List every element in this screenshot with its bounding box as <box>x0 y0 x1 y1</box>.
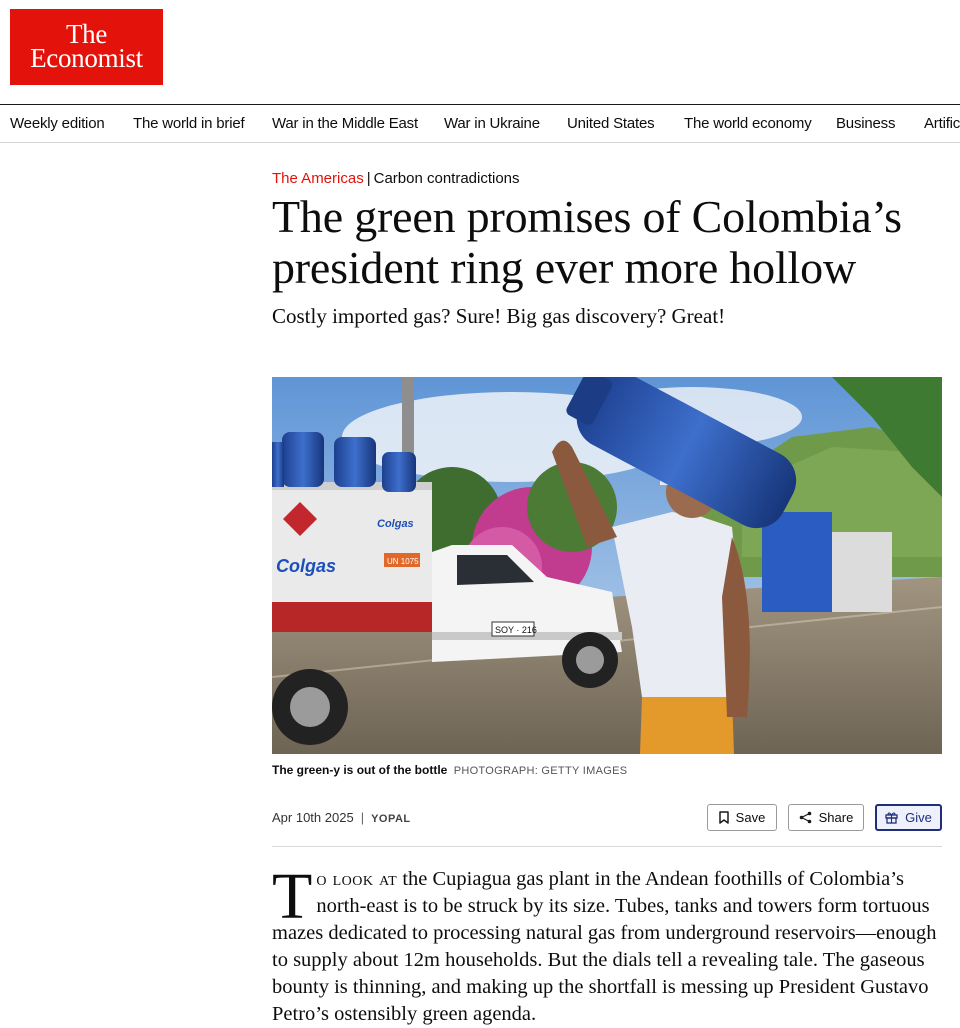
nav-world-economy[interactable]: The world economy <box>684 115 812 132</box>
give-button-label: Give <box>905 810 932 825</box>
nav-business[interactable]: Business <box>836 115 896 132</box>
masthead <box>0 0 960 104</box>
logo-line-1: The <box>65 19 108 49</box>
save-button-label: Save <box>735 810 766 825</box>
publish-date: Apr 10th 2025 <box>272 810 354 825</box>
body-lead-in: o look at <box>316 868 398 890</box>
meta-divider-rule <box>272 846 942 847</box>
share-icon <box>799 811 812 824</box>
main-navigation <box>0 104 960 143</box>
article-rubric <box>272 170 520 187</box>
photo-truck-brand: Colgas <box>276 556 337 576</box>
section-link[interactable]: The Americas <box>272 170 364 187</box>
give-button[interactable] <box>875 804 942 831</box>
gift-icon <box>885 811 898 824</box>
photo-un-code: UN 1075 <box>387 557 419 566</box>
drop-cap: T <box>272 860 313 933</box>
article-standfirst: Costly imported gas? Sure! Big gas discovery? Great! <box>272 304 726 328</box>
article-topic: Carbon contradictions <box>373 170 520 187</box>
rubric-separator: | <box>366 170 371 187</box>
dateline: YOPAL <box>371 813 411 825</box>
share-button[interactable] <box>788 804 864 831</box>
nav-world-in-brief[interactable]: The world in brief <box>133 115 245 132</box>
article-meta <box>272 810 411 825</box>
photo-credit: PHOTOGRAPH: GETTY IMAGES <box>453 765 628 777</box>
headline-line-2: president ring ever more hollow <box>272 242 856 293</box>
share-button-label: Share <box>818 810 854 825</box>
article-photo <box>272 377 942 754</box>
article-body-paragraph <box>272 860 942 1028</box>
article-headline <box>272 191 942 293</box>
headline-line-1: The green promises of Colombia’s <box>272 191 902 242</box>
bookmark-icon <box>719 811 729 824</box>
body-text: the Cupiagua gas plant in the Andean foothills of Colombia’s north-east is to be struck by its size. Tubes, tanks and towers form tortuous mazes dedicated to processing natural gas from underground reservoirs—enough to supply about 12m households. But the dials tell a revealing tale. The gaseous bounty is thinning, and making up the shortfall is messing up President Gustavo Petro’s ostensibly green agenda. <box>272 868 937 1025</box>
logo-line-2: Economist <box>30 43 143 73</box>
caption-text: The green-y is out of the bottle <box>272 763 448 777</box>
photo-caption <box>272 763 627 777</box>
nav-war-middle-east[interactable]: War in the Middle East <box>272 115 418 132</box>
meta-divider: | <box>360 810 365 825</box>
economist-logo[interactable] <box>10 9 163 85</box>
photo-truck-brand-small: Colgas <box>377 518 414 530</box>
save-button[interactable] <box>707 804 777 831</box>
nav-weekly-edition[interactable]: Weekly edition <box>10 115 105 132</box>
photo-plate: SOY · 216 <box>495 625 537 635</box>
nav-artificial-intelligence[interactable]: Artific <box>924 115 960 132</box>
nav-united-states[interactable]: United States <box>567 115 655 132</box>
nav-war-ukraine[interactable]: War in Ukraine <box>444 115 540 132</box>
